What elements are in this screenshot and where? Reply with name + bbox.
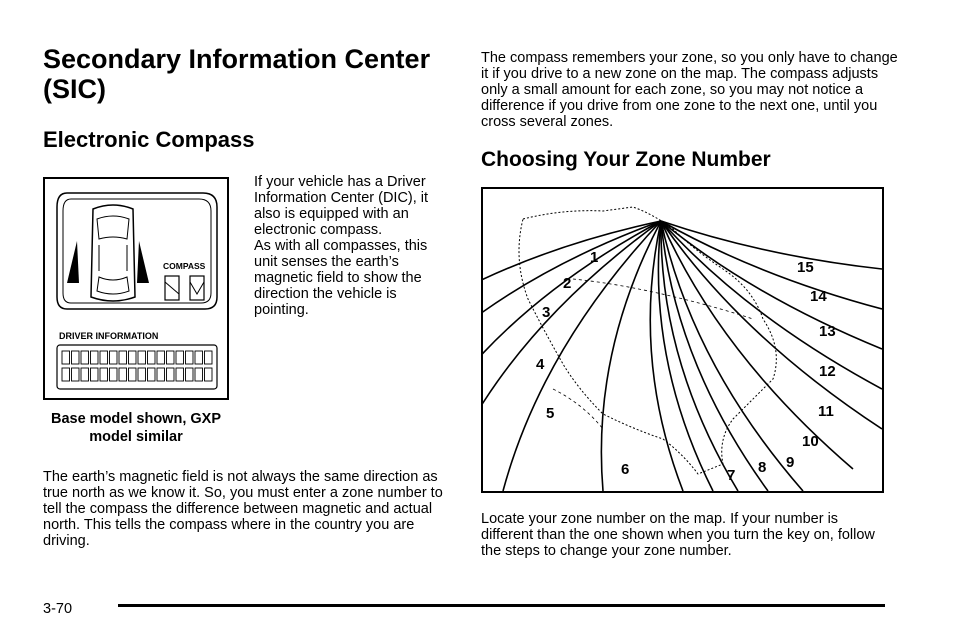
lcd-cell bbox=[205, 351, 213, 364]
section-heading-zone: Choosing Your Zone Number bbox=[481, 148, 771, 171]
zone-label-15: 15 bbox=[797, 259, 814, 276]
lcd-cell bbox=[176, 368, 184, 381]
remember-paragraph: The compass remembers your zone, so you only have to change it if you drive to a new zone on the map. The compass adjusts only a small amount for each zone, so you may not notice a difference if you drive from one zone to the next one, until you cross several zones. bbox=[481, 50, 898, 130]
lcd-cell bbox=[148, 351, 156, 364]
lcd-cell bbox=[72, 351, 80, 364]
zone-label-5: 5 bbox=[546, 405, 555, 422]
lcd-cell bbox=[195, 351, 203, 364]
section-heading-compass: Electronic Compass bbox=[43, 127, 255, 152]
lcd-cell bbox=[195, 368, 203, 381]
lcd-cell bbox=[62, 368, 70, 381]
lcd-cell bbox=[186, 351, 194, 364]
dic-figure bbox=[43, 177, 229, 400]
lcd-cell bbox=[138, 351, 146, 364]
lcd-cell bbox=[157, 351, 165, 364]
zone-label-11: 11 bbox=[818, 403, 834, 420]
lcd-cell bbox=[157, 368, 165, 381]
dic-illustration bbox=[45, 179, 227, 398]
zone-label-12: 12 bbox=[819, 363, 836, 380]
zone-boundary-line bbox=[661, 221, 882, 269]
lcd-cell bbox=[110, 351, 118, 364]
zone-map-drawing bbox=[483, 189, 882, 491]
page-title: Secondary Information Center (SIC) bbox=[43, 44, 431, 104]
lcd-cell bbox=[62, 351, 70, 364]
lcd-cell bbox=[119, 368, 127, 381]
intro-paragraph-1: If your vehicle has a Driver Information Center (DIC), it also is equipped with an electronic compass. bbox=[254, 174, 429, 238]
compass-label: COMPASS bbox=[163, 261, 206, 271]
zone-boundary-line bbox=[483, 221, 661, 364]
right-arrow-icon bbox=[137, 241, 149, 283]
zone-label-6: 6 bbox=[621, 461, 630, 478]
intro-text bbox=[254, 174, 454, 318]
lcd-cell bbox=[205, 368, 213, 381]
lcd-cell bbox=[167, 368, 175, 381]
zone-label-4: 4 bbox=[536, 356, 545, 373]
footer-rule bbox=[118, 604, 885, 607]
locate-paragraph: Locate your zone number on the map. If your number is different than the one shown when you turn the key on, follow the steps to change your zone number. bbox=[481, 511, 875, 559]
lcd-cell bbox=[81, 351, 89, 364]
lcd-cell bbox=[176, 351, 184, 364]
zone-label-3: 3 bbox=[542, 304, 551, 321]
lcd-cell bbox=[91, 368, 99, 381]
zone-label-2: 2 bbox=[563, 275, 572, 292]
zone-label-14: 14 bbox=[810, 288, 827, 305]
car-icon bbox=[91, 205, 135, 301]
lcd-cell bbox=[129, 351, 137, 364]
compass-button-2 bbox=[190, 276, 204, 300]
field-paragraph: The earth’s magnetic field is not always the same direction as true north as we know it. So, you must enter a zone number to tell the compass the difference between magnetic and actual north. This tells the compass where in the country you are driving. bbox=[43, 469, 443, 549]
zone-map bbox=[481, 187, 884, 493]
zone-label-10: 10 bbox=[802, 433, 819, 450]
zone-label-13: 13 bbox=[819, 323, 836, 340]
lcd-cell bbox=[100, 351, 108, 364]
lcd-cell bbox=[72, 368, 80, 381]
lcd-cell bbox=[167, 351, 175, 364]
lcd-cell bbox=[129, 368, 137, 381]
driver-info-label: DRIVER INFORMATION bbox=[59, 331, 159, 341]
figure-caption: Base model shown, GXP model similar bbox=[50, 411, 221, 445]
lcd-cell bbox=[186, 368, 194, 381]
zone-boundary-line bbox=[661, 221, 738, 491]
intro-paragraph-2: As with all compasses, this unit senses the earth’s magnetic field to show the direction the vehicle is pointing. bbox=[254, 238, 428, 318]
lcd-cell bbox=[81, 368, 89, 381]
zone-label-7: 7 bbox=[727, 467, 736, 484]
page-number: 3-70 bbox=[43, 601, 73, 617]
zone-label-8: 8 bbox=[758, 459, 767, 476]
lcd-cell bbox=[119, 351, 127, 364]
zone-label-9: 9 bbox=[786, 454, 795, 471]
lcd-cell bbox=[138, 368, 146, 381]
lcd-cell bbox=[91, 351, 99, 364]
zone-boundary-line bbox=[661, 221, 803, 491]
left-arrow-icon bbox=[67, 241, 79, 283]
lcd-cell bbox=[110, 368, 118, 381]
zone-label-1: 1 bbox=[590, 249, 599, 266]
lcd-cell bbox=[148, 368, 156, 381]
lcd-cell bbox=[100, 368, 108, 381]
